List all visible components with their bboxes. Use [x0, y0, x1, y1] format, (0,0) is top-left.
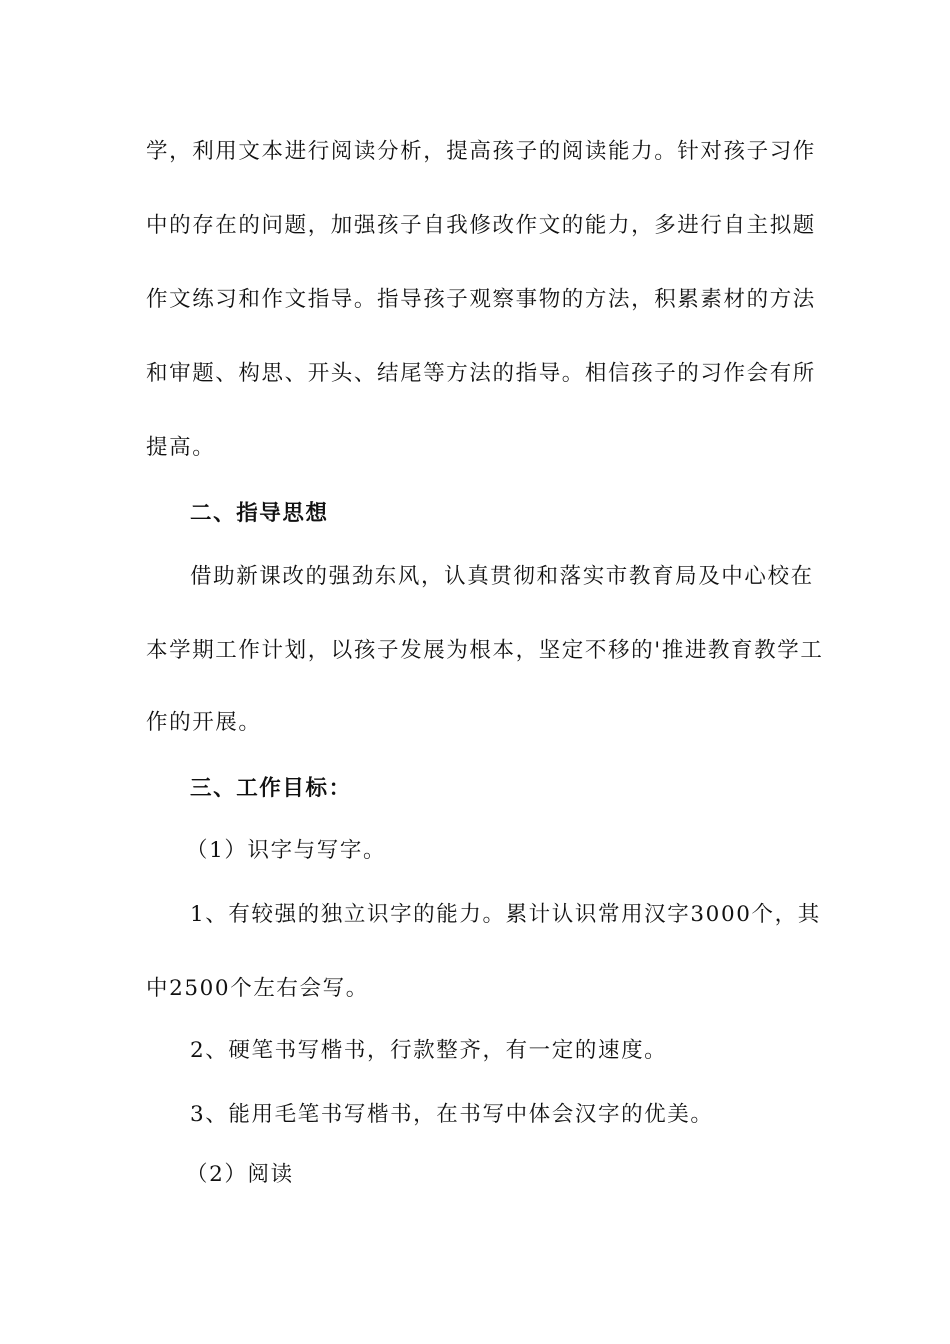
item-1-line-1: 1、有较强的独立识字的能力。累计认识常用汉字3000个，其 — [190, 902, 821, 927]
subheading-reading: （2）阅读 — [186, 1162, 294, 1187]
paragraph-1-line-2: 中的存在的问题，加强孩子自我修改作文的能力，多进行自主拟题 — [146, 213, 816, 238]
paragraph-2-line-3: 作的开展。 — [146, 710, 262, 735]
item-1-line-2: 中2500个左右会写。 — [146, 976, 369, 1001]
paragraph-2-line-1: 借助新课改的强劲东风，认真贯彻和落实市教育局及中心校在 — [190, 564, 814, 589]
paragraph-1-line-4: 和审题、构思、开头、结尾等方法的指导。相信孩子的习作会有所 — [146, 361, 816, 386]
section-heading-work-goals: 三、工作目标： — [190, 776, 352, 801]
paragraph-1-line-3: 作文练习和作文指导。指导孩子观察事物的方法，积累素材的方法 — [146, 287, 816, 312]
item-3: 3、能用毛笔书写楷书，在书写中体会汉字的优美。 — [190, 1102, 714, 1127]
item-2: 2、硬笔书写楷书，行款整齐，有一定的速度。 — [190, 1038, 668, 1063]
paragraph-2-line-2: 本学期工作计划，以孩子发展为根本，坚定不移的'推进教育教学工 — [146, 638, 824, 663]
paragraph-1-line-5: 提高。 — [146, 435, 216, 460]
subheading-literacy-writing: （1）识字与写字。 — [186, 838, 387, 863]
section-heading-guiding-ideology: 二、指导思想 — [190, 501, 329, 526]
paragraph-1-line-1: 学，利用文本进行阅读分析，提高孩子的阅读能力。针对孩子习作 — [146, 139, 816, 164]
